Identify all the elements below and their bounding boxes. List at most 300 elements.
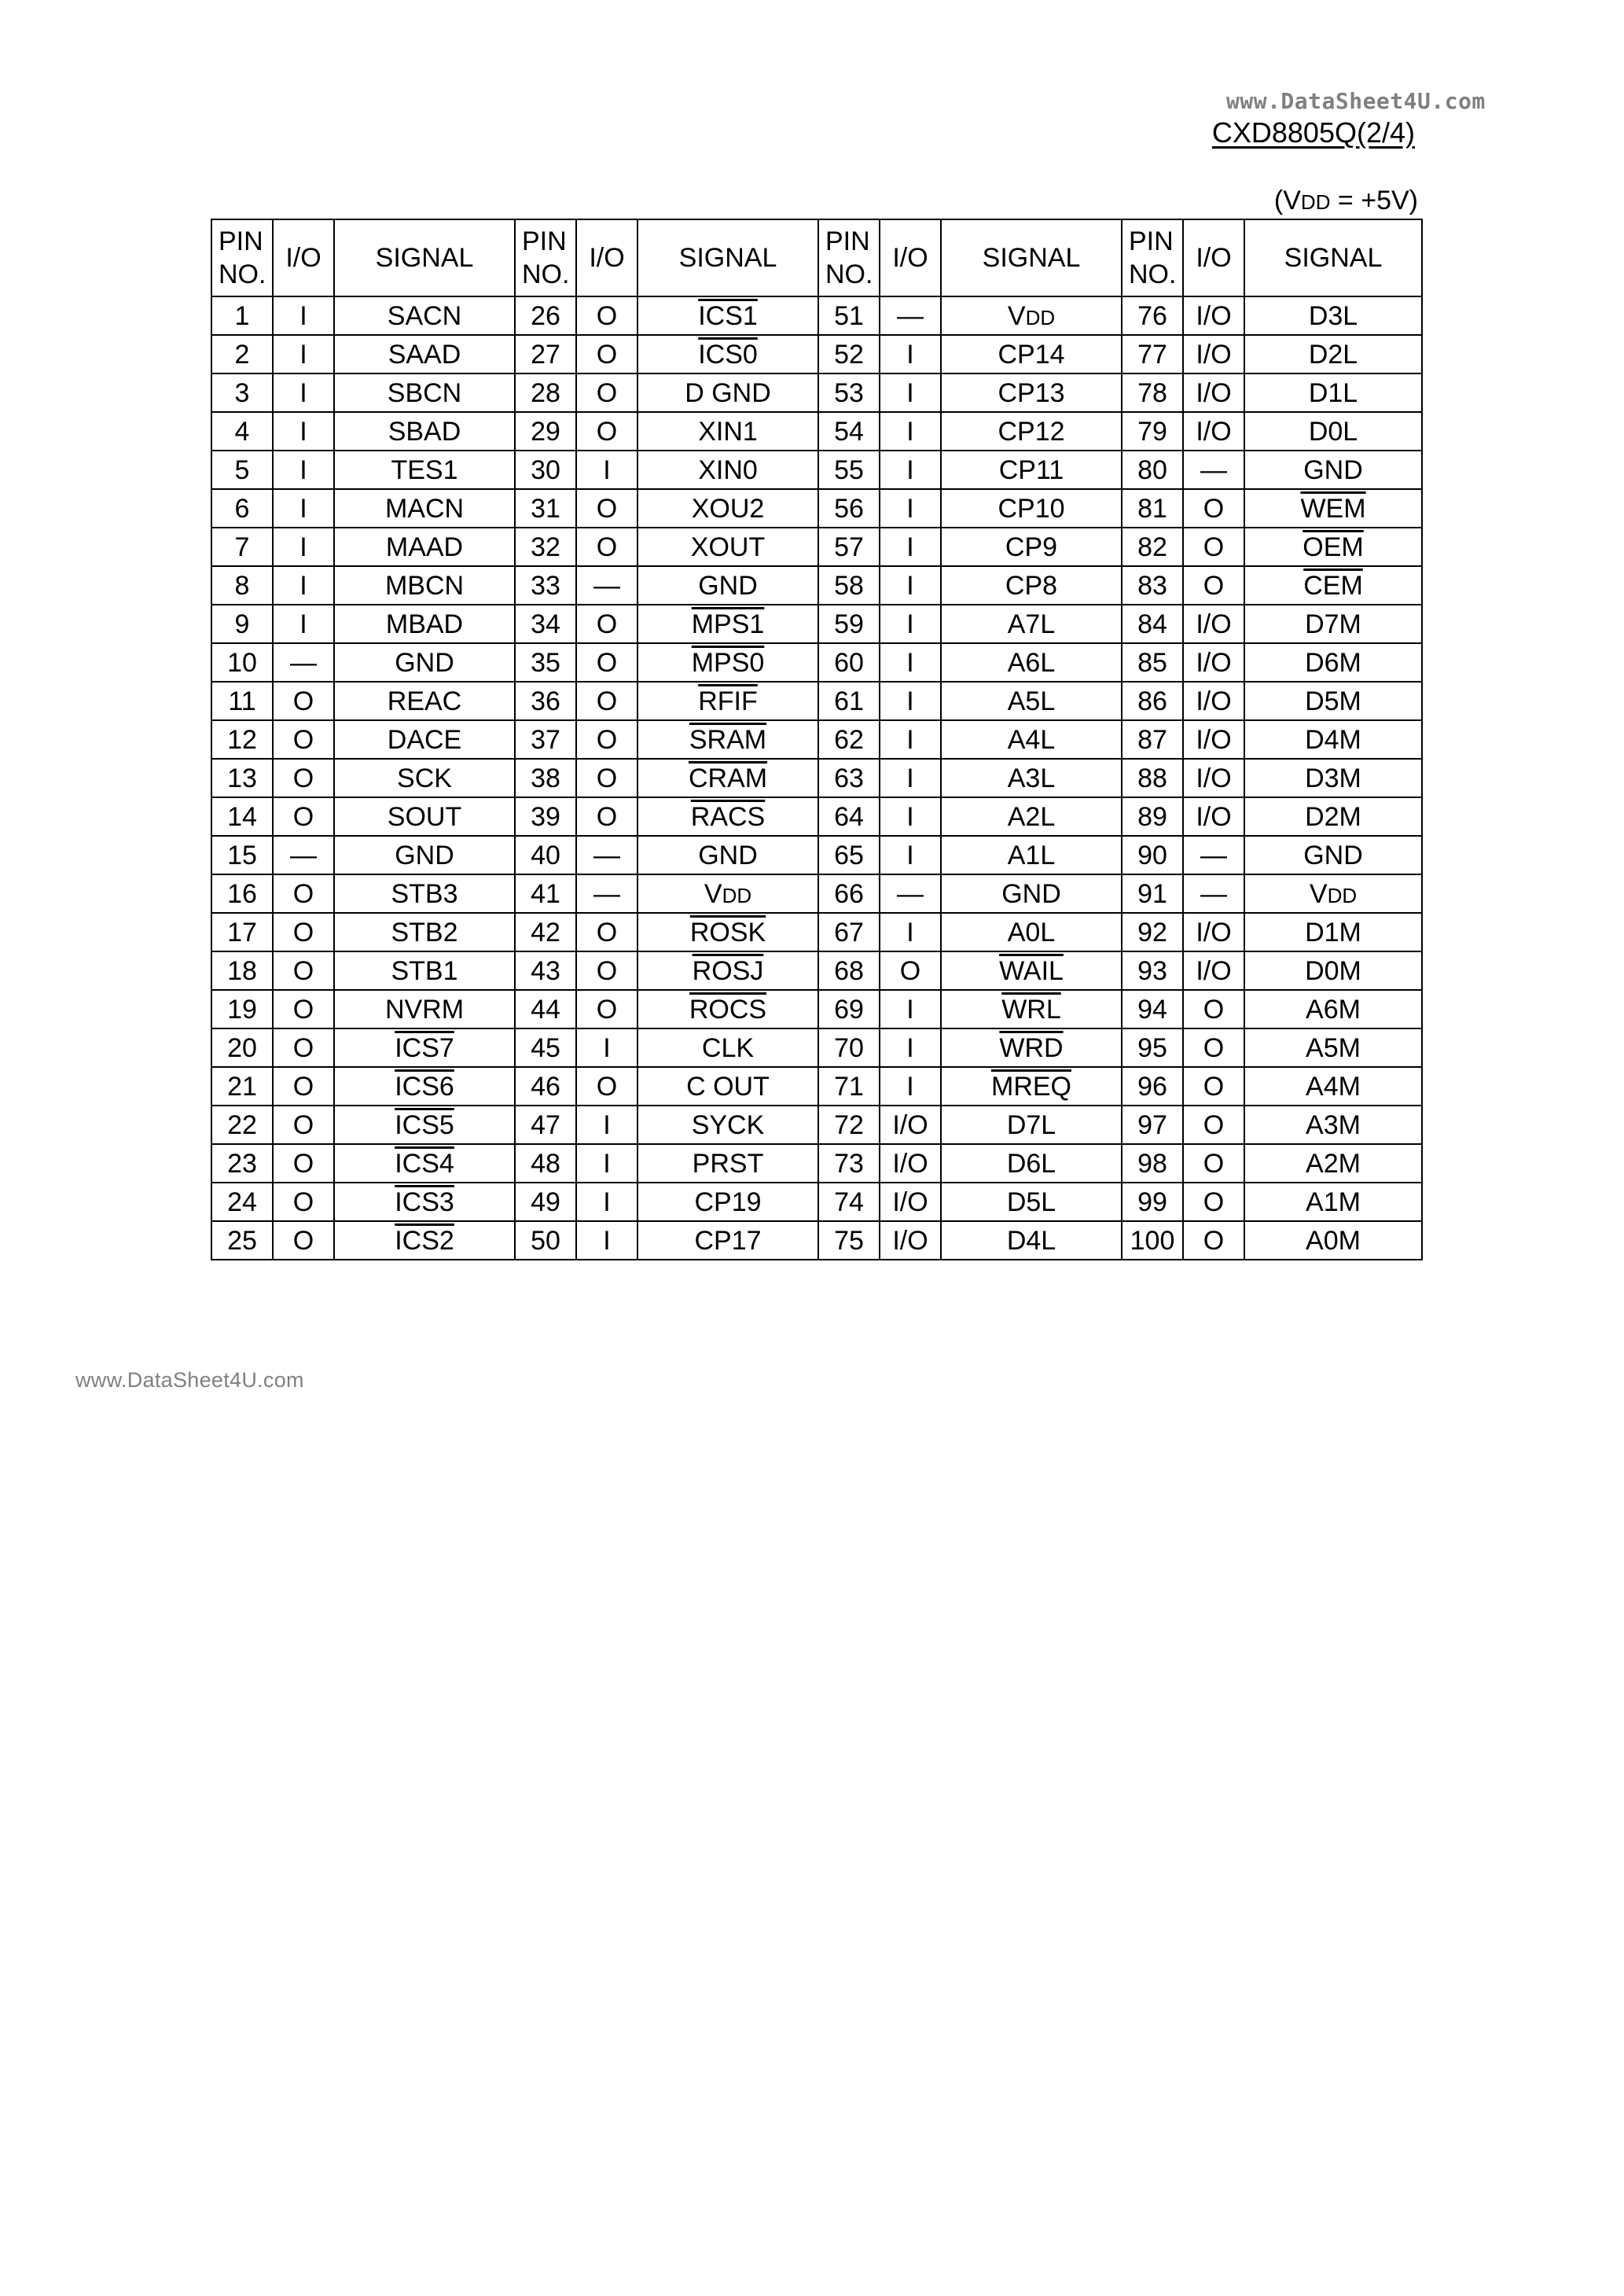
signal-name-cell: SOUT [334,797,515,836]
signal-name-cell: GND [1244,451,1422,489]
io-direction-cell: I/O [880,1144,941,1183]
io-direction-cell: O [273,720,334,759]
pin-number-cell: 99 [1122,1183,1183,1221]
signal-name-cell: XIN1 [637,412,818,451]
pin-number-cell: 46 [515,1067,576,1106]
header-signal: SIGNAL [941,219,1122,296]
pin-number-cell: 10 [211,643,273,682]
signal-name-cell: ICS5 [334,1106,515,1144]
pin-number-cell: 82 [1122,528,1183,566]
pin-number-cell: 75 [818,1221,880,1260]
pin-number-cell: 84 [1122,605,1183,643]
io-direction-cell: I [880,1067,941,1106]
pin-number-cell: 91 [1122,874,1183,913]
pin-number-cell: 21 [211,1067,273,1106]
signal-name-cell: RACS [637,797,818,836]
pin-number-cell: 27 [515,335,576,373]
io-direction-cell: I [880,566,941,605]
signal-name-cell: D3M [1244,759,1422,797]
pin-number-cell: 55 [818,451,880,489]
signal-name-cell: C OUT [637,1067,818,1106]
table-row [211,1106,1422,1144]
io-direction-cell: I [576,1028,637,1067]
signal-name-cell: CP8 [941,566,1122,605]
signal-name-cell: GND [334,643,515,682]
pin-number-cell: 68 [818,951,880,990]
pin-number-cell: 52 [818,335,880,373]
io-direction-cell: I/O [1183,335,1244,373]
signal-name-cell: CP19 [637,1183,818,1221]
table-row [211,990,1422,1028]
pin-number-cell: 28 [515,373,576,412]
pin-number-cell: 1 [211,296,273,335]
pin-number-cell: 7 [211,528,273,566]
io-direction-cell: I/O [880,1221,941,1260]
header-pin-no: PIN NO. [211,219,273,296]
supply-subscript: DD [1300,190,1331,214]
io-direction-cell: O [576,373,637,412]
io-direction-cell: O [576,412,637,451]
signal-name-cell: A6L [941,643,1122,682]
pin-number-cell: 97 [1122,1106,1183,1144]
io-direction-cell: I/O [1183,797,1244,836]
pin-number-cell: 13 [211,759,273,797]
signal-name-cell: A3M [1244,1106,1422,1144]
io-direction-cell: O [576,296,637,335]
pin-number-cell: 72 [818,1106,880,1144]
io-direction-cell: O [576,643,637,682]
table-row [211,836,1422,874]
io-direction-cell: I [576,451,637,489]
io-direction-cell: I [273,566,334,605]
signal-name-cell: A6M [1244,990,1422,1028]
signal-name-cell: CRAM [637,759,818,797]
pin-number-cell: 4 [211,412,273,451]
io-direction-cell: O [273,913,334,951]
pin-number-cell: 51 [818,296,880,335]
io-direction-cell: I [880,913,941,951]
signal-name-cell: RFIF [637,682,818,720]
pin-number-cell: 76 [1122,296,1183,335]
io-direction-cell: I/O [1183,951,1244,990]
signal-name-cell: ICS3 [334,1183,515,1221]
io-direction-cell: I [273,296,334,335]
signal-name-cell: $\overline{CEM}$ [1244,566,1422,605]
signal-name-cell: D5M [1244,682,1422,720]
signal-name-cell: ICS1 [637,296,818,335]
io-direction-cell: I [880,605,941,643]
table-row [211,720,1422,759]
signal-name-cell: ICS4 [334,1144,515,1183]
pin-number-cell: 95 [1122,1028,1183,1067]
signal-name-cell: MREQ [941,1067,1122,1106]
signal-name-cell: A5L [941,682,1122,720]
io-direction-cell: O [1183,1144,1244,1183]
table-row [211,951,1422,990]
signal-name-cell: D4L [941,1221,1122,1260]
io-direction-cell: O [273,1106,334,1144]
table-row [211,682,1422,720]
pin-number-cell: 19 [211,990,273,1028]
signal-name-cell: TES1 [334,451,515,489]
io-direction-cell: I [273,373,334,412]
signal-name-cell: A5M [1244,1028,1422,1067]
io-direction-cell: — [273,643,334,682]
io-direction-cell: O [1183,990,1244,1028]
pin-number-cell: 11 [211,682,273,720]
pin-number-cell: 34 [515,605,576,643]
signal-name-cell: CP17 [637,1221,818,1260]
pin-number-cell: 20 [211,1028,273,1067]
pin-number-cell: 87 [1122,720,1183,759]
pin-number-cell: 71 [818,1067,880,1106]
signal-name-cell: D GND [637,373,818,412]
header-pin-no: PIN NO. [1122,219,1183,296]
signal-name-cell: SBCN [334,373,515,412]
table-row [211,489,1422,528]
pin-number-cell: 43 [515,951,576,990]
io-direction-cell: I [576,1144,637,1183]
signal-name-cell: A0M [1244,1221,1422,1260]
io-direction-cell: O [273,990,334,1028]
signal-name-cell: CP14 [941,335,1122,373]
signal-name-cell: CP9 [941,528,1122,566]
signal-name-cell: D2M [1244,797,1422,836]
io-direction-cell: I [576,1221,637,1260]
pin-number-cell: 22 [211,1106,273,1144]
io-direction-cell: O [273,874,334,913]
io-direction-cell: O [576,720,637,759]
pin-number-cell: 86 [1122,682,1183,720]
io-direction-cell: I [880,528,941,566]
signal-name-cell: D5L [941,1183,1122,1221]
io-direction-cell: I/O [1183,605,1244,643]
header-io: I/O [273,219,334,296]
pin-number-cell: 69 [818,990,880,1028]
signal-name-cell: A2L [941,797,1122,836]
supply-rest: = +5V) [1330,186,1418,215]
pin-number-cell: 37 [515,720,576,759]
signal-name-cell: CP13 [941,373,1122,412]
header-signal: SIGNAL [1244,219,1422,296]
io-direction-cell: — [1183,451,1244,489]
io-direction-cell: O [1183,1106,1244,1144]
signal-name-cell: SRAM [637,720,818,759]
signal-name-cell: $\overline{OEM}$ [1244,528,1422,566]
signal-name-cell: $\overline{WRD}$ [941,1028,1122,1067]
pin-number-cell: 18 [211,951,273,990]
signal-name-cell: ICS2 [334,1221,515,1260]
pin-number-cell: 41 [515,874,576,913]
signal-name-cell: A0L [941,913,1122,951]
io-direction-cell: I [880,451,941,489]
io-direction-cell: O [273,951,334,990]
header-pin-no: PIN NO. [515,219,576,296]
io-direction-cell: — [576,874,637,913]
table-row [211,1067,1422,1106]
pin-number-cell: 81 [1122,489,1183,528]
pin-number-cell: 24 [211,1183,273,1221]
signal-name-cell: $\overline{WRL}$ [941,990,1122,1028]
pin-number-cell: 58 [818,566,880,605]
io-direction-cell: I [880,797,941,836]
io-direction-cell: I/O [1183,373,1244,412]
pin-number-cell: 47 [515,1106,576,1144]
pin-number-cell: 83 [1122,566,1183,605]
signal-name-cell: $\overline{WEM}$ [1244,489,1422,528]
signal-name-cell: A2M [1244,1144,1422,1183]
io-direction-cell: O [1183,1028,1244,1067]
pin-number-cell: 63 [818,759,880,797]
signal-name-cell: NVRM [334,990,515,1028]
pin-number-cell: 3 [211,373,273,412]
header-pin-no: PIN NO. [818,219,880,296]
table-row [211,412,1422,451]
pin-number-cell: 36 [515,682,576,720]
signal-name-cell: SAAD [334,335,515,373]
pin-number-cell: 65 [818,836,880,874]
signal-name-cell: CLK [637,1028,818,1067]
io-direction-cell: I/O [1183,720,1244,759]
pin-number-cell: 42 [515,913,576,951]
io-direction-cell: I [273,528,334,566]
table-row [211,759,1422,797]
io-direction-cell: I/O [880,1106,941,1144]
pin-number-cell: 38 [515,759,576,797]
header-signal: SIGNAL [637,219,818,296]
signal-name-cell: VDD [941,296,1122,335]
signal-name-cell: MACN [334,489,515,528]
io-direction-cell: O [273,1144,334,1183]
pin-number-cell: 29 [515,412,576,451]
signal-name-cell: VDD [637,874,818,913]
header-io: I/O [1183,219,1244,296]
pin-number-cell: 57 [818,528,880,566]
pin-number-cell: 35 [515,643,576,682]
io-direction-cell: I/O [1183,682,1244,720]
pin-number-cell: 54 [818,412,880,451]
pin-number-cell: 88 [1122,759,1183,797]
pin-number-cell: 2 [211,335,273,373]
io-direction-cell: I [880,412,941,451]
pin-number-cell: 61 [818,682,880,720]
pin-number-cell: 9 [211,605,273,643]
io-direction-cell: — [576,566,637,605]
io-direction-cell: I/O [1183,296,1244,335]
io-direction-cell: — [880,874,941,913]
pin-number-cell: 25 [211,1221,273,1260]
table-row [211,605,1422,643]
io-direction-cell: O [576,489,637,528]
pin-number-cell: 73 [818,1144,880,1183]
pin-number-cell: 59 [818,605,880,643]
document-code: CXD8805Q(2/4) [1211,116,1415,149]
io-direction-cell: O [273,1221,334,1260]
watermark-bottom: www.DataSheet4U.com [75,1368,304,1392]
pin-number-cell: 39 [515,797,576,836]
table-row [211,1221,1422,1260]
io-direction-cell: O [576,528,637,566]
io-direction-cell: O [576,797,637,836]
pin-number-cell: 89 [1122,797,1183,836]
pin-number-cell: 66 [818,874,880,913]
io-direction-cell: O [1183,1067,1244,1106]
signal-name-cell: A1M [1244,1183,1422,1221]
io-direction-cell: O [576,990,637,1028]
signal-name-cell: ROCS [637,990,818,1028]
pin-number-cell: 100 [1122,1221,1183,1260]
watermark-top: www.DataSheet4U.com [1226,88,1486,114]
pin-assignment-table [211,219,1423,1260]
pin-number-cell: 44 [515,990,576,1028]
signal-name-cell: D7L [941,1106,1122,1144]
io-direction-cell: I/O [880,1183,941,1221]
signal-name-cell: SCK [334,759,515,797]
supply-open: (V [1273,186,1301,215]
io-direction-cell: O [273,797,334,836]
table-row [211,451,1422,489]
io-direction-cell: O [273,759,334,797]
pin-number-cell: 74 [818,1183,880,1221]
table-row [211,373,1422,412]
pin-number-cell: 77 [1122,335,1183,373]
pin-number-cell: 94 [1122,990,1183,1028]
io-direction-cell: O [576,605,637,643]
table-body [211,296,1422,1260]
table-row [211,643,1422,682]
io-direction-cell: I [273,605,334,643]
signal-name-cell: SACN [334,296,515,335]
pin-number-cell: 67 [818,913,880,951]
pin-number-cell: 98 [1122,1144,1183,1183]
pin-number-cell: 5 [211,451,273,489]
signal-name-cell: D4M [1244,720,1422,759]
table-row [211,874,1422,913]
signal-name-cell: MPS1 [637,605,818,643]
io-direction-cell: I [880,1028,941,1067]
signal-name-cell: D2L [1244,335,1422,373]
table-row [211,335,1422,373]
header-io: I/O [880,219,941,296]
io-direction-cell: O [1183,1183,1244,1221]
io-direction-cell: I/O [1183,913,1244,951]
signal-name-cell: ICS6 [334,1067,515,1106]
signal-name-cell: A3L [941,759,1122,797]
io-direction-cell: I [273,451,334,489]
io-direction-cell: I [880,720,941,759]
io-direction-cell: I [576,1183,637,1221]
io-direction-cell: I [273,335,334,373]
table-row [211,296,1422,335]
pin-number-cell: 92 [1122,913,1183,951]
pin-number-cell: 8 [211,566,273,605]
table-row [211,566,1422,605]
signal-name-cell: ICS0 [637,335,818,373]
signal-name-cell: STB2 [334,913,515,951]
signal-name-cell: PRST [637,1144,818,1183]
signal-name-cell: WAIL [941,951,1122,990]
io-direction-cell: I [880,489,941,528]
signal-name-cell: D7M [1244,605,1422,643]
pin-number-cell: 85 [1122,643,1183,682]
io-direction-cell: O [576,759,637,797]
pin-number-cell: 30 [515,451,576,489]
pin-number-cell: 78 [1122,373,1183,412]
signal-name-cell: SYCK [637,1106,818,1144]
pin-number-cell: 14 [211,797,273,836]
io-direction-cell: I [273,412,334,451]
io-direction-cell: I [880,373,941,412]
io-direction-cell: I [273,489,334,528]
pin-number-cell: 15 [211,836,273,874]
io-direction-cell: I [880,682,941,720]
pin-number-cell: 40 [515,836,576,874]
signal-name-cell: MBAD [334,605,515,643]
pin-number-cell: 80 [1122,451,1183,489]
io-direction-cell: I [880,836,941,874]
signal-name-cell: D1L [1244,373,1422,412]
io-direction-cell: O [1183,566,1244,605]
table-header-row [211,219,1422,296]
io-direction-cell: O [576,1067,637,1106]
signal-name-cell: SBAD [334,412,515,451]
pin-number-cell: 48 [515,1144,576,1183]
io-direction-cell: O [880,951,941,990]
signal-name-cell: ROSK [637,913,818,951]
io-direction-cell: — [1183,874,1244,913]
signal-name-cell: A4L [941,720,1122,759]
signal-name-cell: GND [1244,836,1422,874]
signal-name-cell: CP12 [941,412,1122,451]
signal-name-cell: STB1 [334,951,515,990]
pin-number-cell: 31 [515,489,576,528]
io-direction-cell: O [576,335,637,373]
io-direction-cell: O [273,682,334,720]
signal-name-cell: D0M [1244,951,1422,990]
table-row [211,1183,1422,1221]
pin-number-cell: 49 [515,1183,576,1221]
pin-number-cell: 12 [211,720,273,759]
io-direction-cell: O [273,1183,334,1221]
io-direction-cell: I [880,335,941,373]
pin-number-cell: 64 [818,797,880,836]
io-direction-cell: O [1183,528,1244,566]
signal-name-cell: GND [941,874,1122,913]
table-row [211,1028,1422,1067]
pin-number-cell: 53 [818,373,880,412]
signal-name-cell: A4M [1244,1067,1422,1106]
io-direction-cell: O [273,1028,334,1067]
signal-name-cell: MAAD [334,528,515,566]
signal-name-cell: D0L [1244,412,1422,451]
io-direction-cell: I [576,1106,637,1144]
signal-name-cell: A7L [941,605,1122,643]
io-direction-cell: O [576,682,637,720]
io-direction-cell: I [880,759,941,797]
table-row [211,528,1422,566]
table-row [211,913,1422,951]
header-io: I/O [576,219,637,296]
signal-name-cell: DACE [334,720,515,759]
pin-number-cell: 96 [1122,1067,1183,1106]
signal-name-cell: REAC [334,682,515,720]
pin-number-cell: 32 [515,528,576,566]
pin-number-cell: 45 [515,1028,576,1067]
pin-number-cell: 56 [818,489,880,528]
io-direction-cell: I/O [1183,643,1244,682]
signal-name-cell: VDD [1244,874,1422,913]
io-direction-cell: — [273,836,334,874]
